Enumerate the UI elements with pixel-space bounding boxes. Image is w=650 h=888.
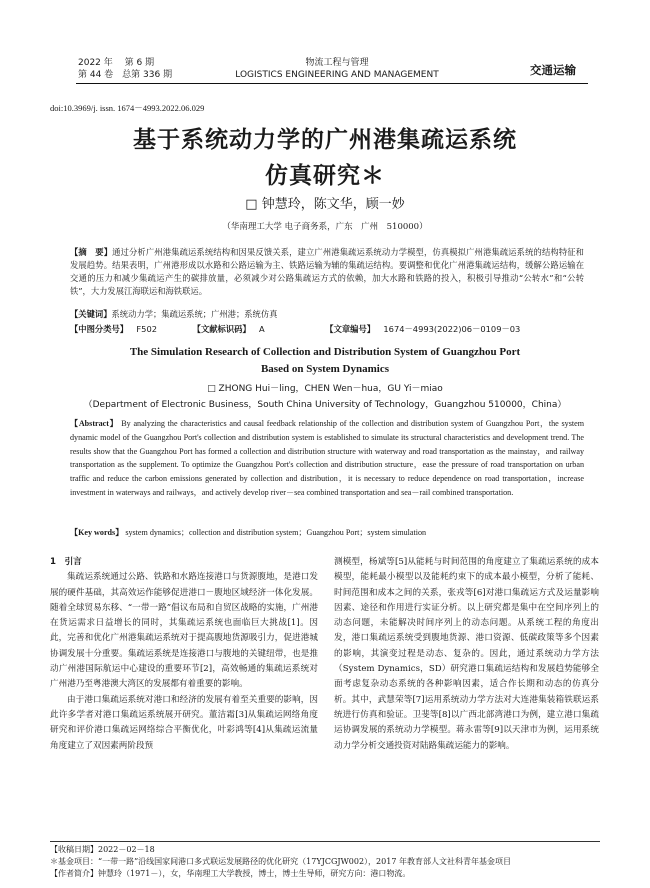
english-title-line2: Based on System Dynamics — [260, 363, 390, 375]
article-no-value: 1674－4993(2022)06－0109－03 — [383, 324, 521, 334]
journal-name-cn: 物流工程与管理 — [305, 58, 369, 68]
abstract-en — [70, 417, 584, 500]
cls-value: F502 — [136, 324, 158, 334]
doc-code-label: 【文献标识码】 — [192, 324, 251, 334]
english-title-line1: The Simulation Research of Collection and Distribution System of Guangzhou Port — [129, 346, 521, 358]
keywords-en — [70, 527, 584, 538]
paper-title-line2: 仿真研究＊ — [265, 162, 385, 189]
abstract-en-text: By analyzing the characteristics and causal feedback relationship of the collection and distribution system of Guangzhou Port，the system dynamic model of the Guangzhou Port's collection and distribution system is established to simulate its structural characteristics and development trend. The results show that the Guangzhou Port has formed a collection and distribution structure with waterway and road transportation as the mainstay，and railway transportation as the supplement. To optimize the Guangzhou Port's collection and distribution structure，ease the pressure of road transportation on urban traffic and reduce the carbon emissions generated by collection and distribution，it is necessary to reduce dependence on road transportation，increase investment in waterways and railways，and actively develop river－sea combined transportation and sea－rail combined transportation. — [70, 419, 584, 497]
journal-name-en: LOGISTICS ENGINEERING AND MANAGEMENT — [235, 70, 439, 80]
keywords-cn-text: 系统动力学；集疏运系统；广州港；系统仿真 — [111, 309, 278, 319]
footnote-rule — [50, 841, 600, 842]
cls-label: 【中图分类号】 — [70, 324, 129, 334]
body-column-right — [334, 555, 599, 754]
abstract-cn — [70, 246, 584, 298]
body-paragraph: 由于港口集疏运系统对港口和经济的发展有着至关重要的影响，因此许多学者对港口集疏运系统展开研究。董洁霜[3]从集疏运网络角度研究和评价港口集疏运网络综合平衡优化，叶彩鸿等[4]从集疏运流量角度建立了双因素两阶段预 — [50, 694, 318, 751]
affiliation: （华南理工大学 电子商务系，广东 广州 510000） — [222, 222, 428, 232]
section-heading-intro: 1 引言 — [50, 557, 82, 567]
keywords-en-label: 【Key words】 — [70, 528, 124, 537]
volume-info: 第 44 卷 总第 336 期 — [78, 70, 173, 80]
journal-name — [212, 57, 462, 81]
paper-title-line1: 基于系统动力学的广州港集疏运系统 — [133, 126, 517, 153]
english-affiliation: （Department of Electronic Business，South China University of Technology，Guangzhou 510000，China） — [83, 400, 567, 410]
body-paragraph: 集疏运系统通过公路、铁路和水路连接港口与货源腹地，是港口发展的硬件基础，其高效运作能够促进港口－腹地区域经济一体化发展。随着全球贸易东移、“一带一路”倡议布局和自贸区战略的实施，广州港在货运需求日益增长的同时，其集疏运系统也面临巨大挑战[1]。因此，完善和优化广州港集疏运系统对于提高腹地货源吸引力，促进港城协调发展十分重要。集疏运系统是连接港口与腹地的关键纽带，也是推动广州港国际航运中心建设的重要环节[2]，高效畅通的集疏运系统对广州港乃至粤港澳大湾区的发展都有着重要的影响。 — [50, 572, 318, 690]
keywords-cn — [70, 308, 584, 320]
keywords-en-text: system dynamics；collection and distribution system；Guangzhou Port；system simulation — [123, 528, 427, 537]
year-issue: 2022 年 第 6 期 — [78, 58, 155, 68]
fund-info: ＊基金项目：“一带一路”沿线国家间港口多式联运发展路径的优化研究（17YJCGJW002），2017 年教育部人文社科青年基金项目 — [50, 857, 511, 866]
abstract-en-label: 【Abstract】 — [70, 419, 119, 428]
author-bio: 【作者简介】钟慧玲（1971－），女，华南理工大学教授，博士，博士生导师，研究方向：港口物流。 — [50, 869, 411, 878]
authors: □ 钟慧玲，陈文华，顾一妙 — [245, 197, 405, 212]
header-rule — [76, 83, 588, 84]
footnote — [50, 844, 610, 880]
issue-info — [78, 57, 172, 81]
article-no-label: 【文章编号】 — [325, 324, 376, 334]
body-column-left — [50, 555, 318, 754]
abstract-cn-label: 【摘 要】 — [70, 247, 113, 257]
doc-code-value: A — [259, 324, 265, 334]
received-date: 【收稿日期】2022－02－18 — [50, 845, 155, 854]
keywords-cn-label: 【关键词】 — [70, 309, 112, 319]
doi: doi:10.3969/j. issn. 1674－4993.2022.06.029 — [50, 103, 205, 113]
section-label: 交通运输 — [530, 63, 576, 77]
body-paragraph: 测模型，杨斌等[5]从能耗与时间范围的角度建立了集疏运系统的成本模型，能耗最小模型以及能耗约束下的成本最小模型，分析了能耗、时间范围和成本之间的关系，张戎等[6]对港口集疏运方式及运量影响因素、途径和作用进行实证分析。以上研究都是集中在空间序列上的动态问题，未能解决时间序列上的动态问题。从系统工程的角度出发，港口集疏运系统受到腹地货源、港口资源、低碳政策等多个因素的影响，其演变过程是动态、复杂的。因此，通过系统动力学方法（System Dynamics，SD）研究港口集疏运结构和发展趋势能够全面考虑复杂动态系统的各种影响因素，适合作长期和动态的仿真分析。其中，武慧荣等[7]运用系统动力学方法对大连港集装箱铁联运系统进行仿真和验证。卫斐等[8]以广西北部湾港口为例，建立港口集疏运协调发展的系统动力学模型。蒋永雷等[9]以天津市为例，运用系统动力学分析交通投资对陆路集疏运能力的影响。 — [334, 557, 599, 751]
english-authors: □ ZHONG Hui－ling，CHEN Wen－hua，GU Yi－miao — [207, 384, 443, 394]
classification-row — [70, 323, 584, 335]
abstract-cn-text: 通过分析广州港集疏运系统结构和因果反馈关系，建立广州港集疏运系统动力学模型，仿真模拟广州港集疏运系统的结构特征和发展趋势。结果表明，广州港形成以水路和公路运输为主、铁路运输为辅的集疏运结构。要调整和优化广州港集疏运结构，缓解公路运输在交通的压力和减少集疏运产生的碳排放量，必须减少对公路集疏运方式的依赖，加大水路和铁路的投入，积极引导推动“公转水”和“公转铁”，大力发展江海联运和海铁联运。 — [70, 247, 584, 296]
